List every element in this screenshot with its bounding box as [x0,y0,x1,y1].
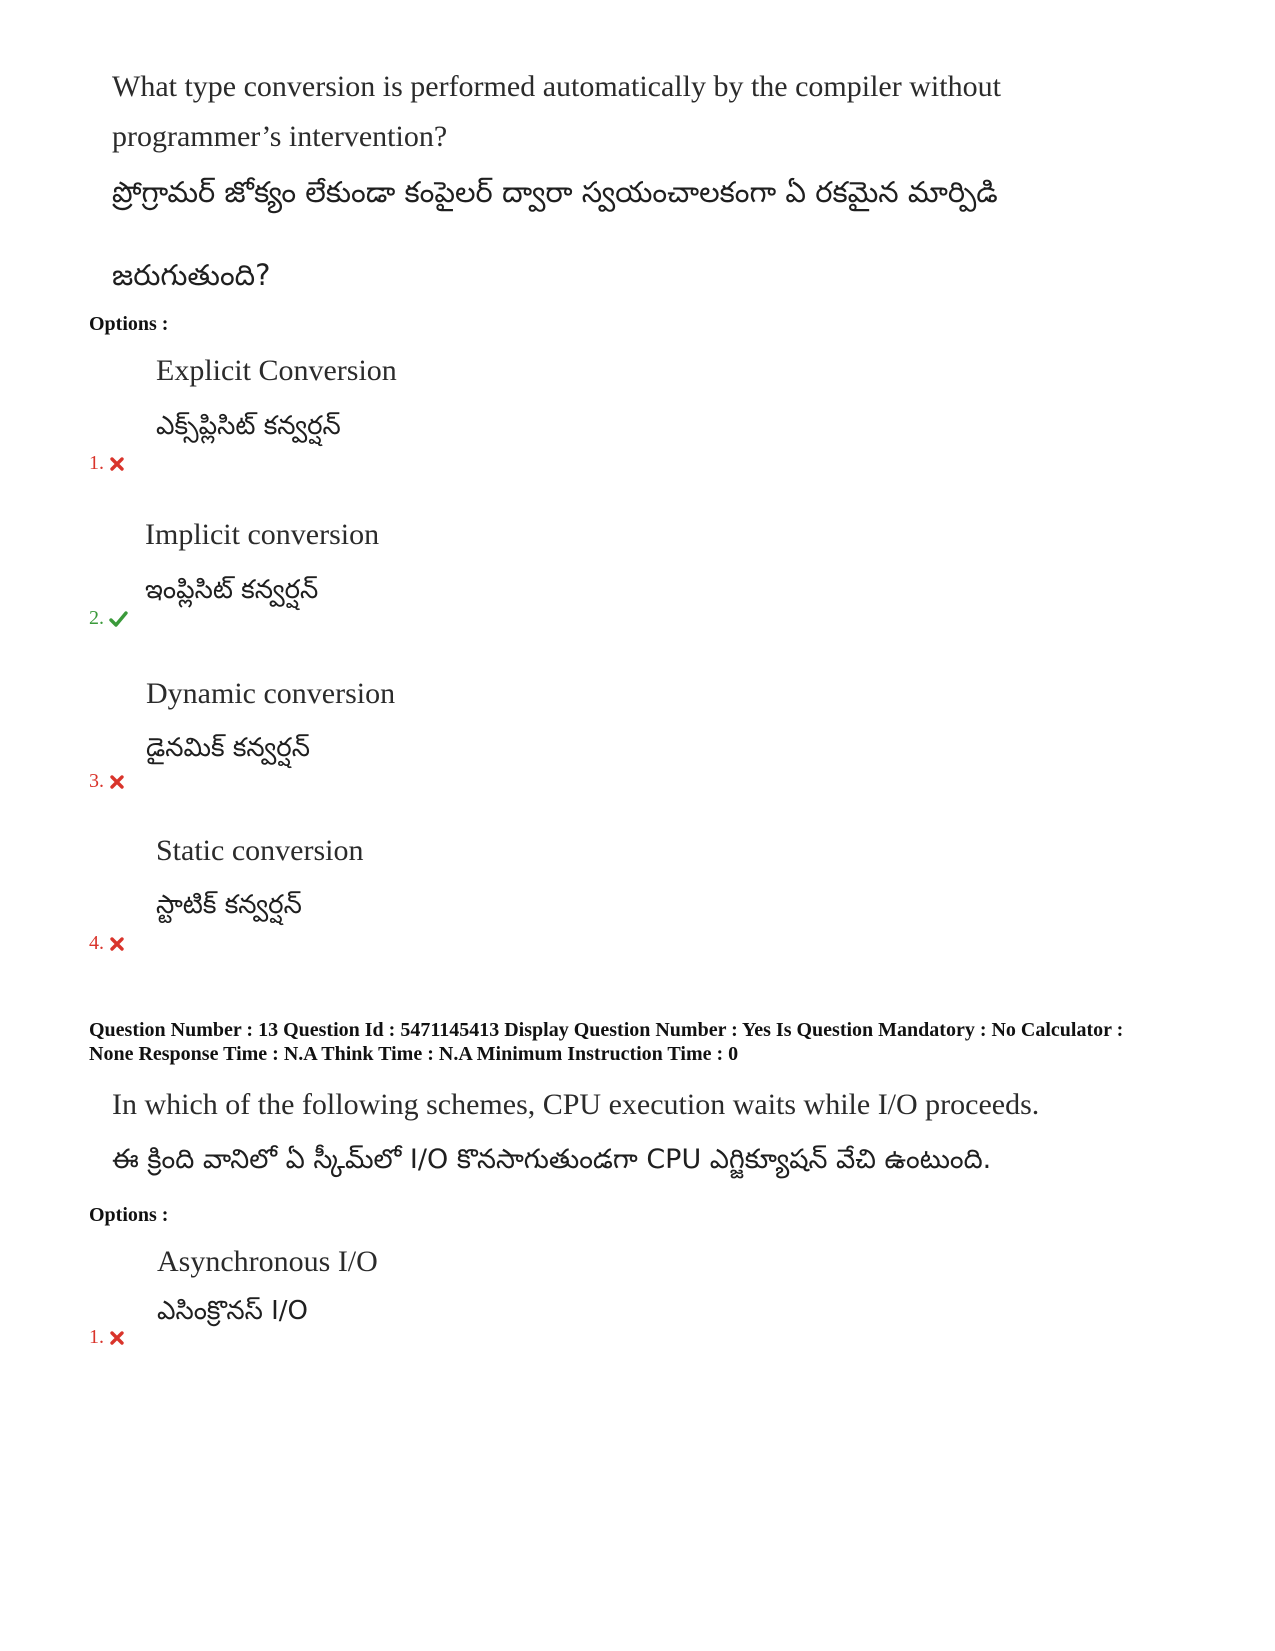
option-4-marker [89,932,126,955]
option-number: 3. [89,770,104,792]
question-13-meta-line2: None Response Time : N.A Think Time : N.A Minimum Instruction Time : 0 [89,1043,739,1065]
q13-option-1-text-en: Asynchronous I/O [157,1245,378,1278]
q13-option-1-marker [89,1326,126,1349]
question-12-text-te-line2: జరుగుతుంది? [112,258,271,292]
question-12-text-te-line1: ప్రోగ్రామర్ జోక్యం లేకుండా కంపైలర్ ద్వారా స్వయంచాలకంగా ఏ రకమైన మార్పిడి [112,175,998,209]
question-12-text-en-line2: programmer’s intervention? [112,120,448,153]
cross-icon [108,935,126,953]
question-13-text-en: In which of the following schemes, CPU execution waits while I/O proceeds. [112,1088,1040,1121]
cross-icon [108,773,126,791]
question-13-text-te: ఈ క్రింది వానిలో ఏ స్కీమ్‌లో I/O కొనసాగుతుండగా CPU ఎగ్జిక్యూషన్ వేచి ఉంటుంది. [112,1144,992,1175]
checkmark-icon [108,610,128,628]
question-12-text-en-line1: What type conversion is performed automatically by the compiler without [112,70,1001,103]
question-13-meta [89,1018,1199,1066]
q13-option-1-text-te: ఎసింక్రొనస్ I/O [157,1296,309,1326]
option-3-text-te: డైనమిక్ కన్వర్షన్ [146,733,310,763]
option-3-marker [89,770,126,793]
option-4-text-en: Static conversion [156,834,364,867]
option-1-marker [89,452,126,475]
option-2-text-en: Implicit conversion [145,518,380,551]
options-label: Options : [89,1204,169,1226]
option-2-text-te: ఇంప్లిసిట్ కన్వర్షన్ [145,575,319,605]
cross-icon [108,1329,126,1347]
option-number: 4. [89,932,104,954]
option-4-text-te: స్టాటిక్ కన్వర్షన్ [156,890,302,920]
option-3-text-en: Dynamic conversion [146,677,396,710]
option-1-text-en: Explicit Conversion [156,354,397,387]
question-13-meta-line1: Question Number : 13 Question Id : 5471145413 Display Question Number : Yes Is Question Mandatory : No Calculator : [89,1019,1124,1041]
option-1-text-te: ఎక్స్‌ప్లిసిట్ కన్వర్షన్ [156,411,341,441]
option-number: 1. [89,1326,104,1348]
cross-icon [108,455,126,473]
option-number: 2. [89,607,104,629]
options-label: Options : [89,313,169,335]
option-2-marker [89,607,128,630]
option-number: 1. [89,452,104,474]
